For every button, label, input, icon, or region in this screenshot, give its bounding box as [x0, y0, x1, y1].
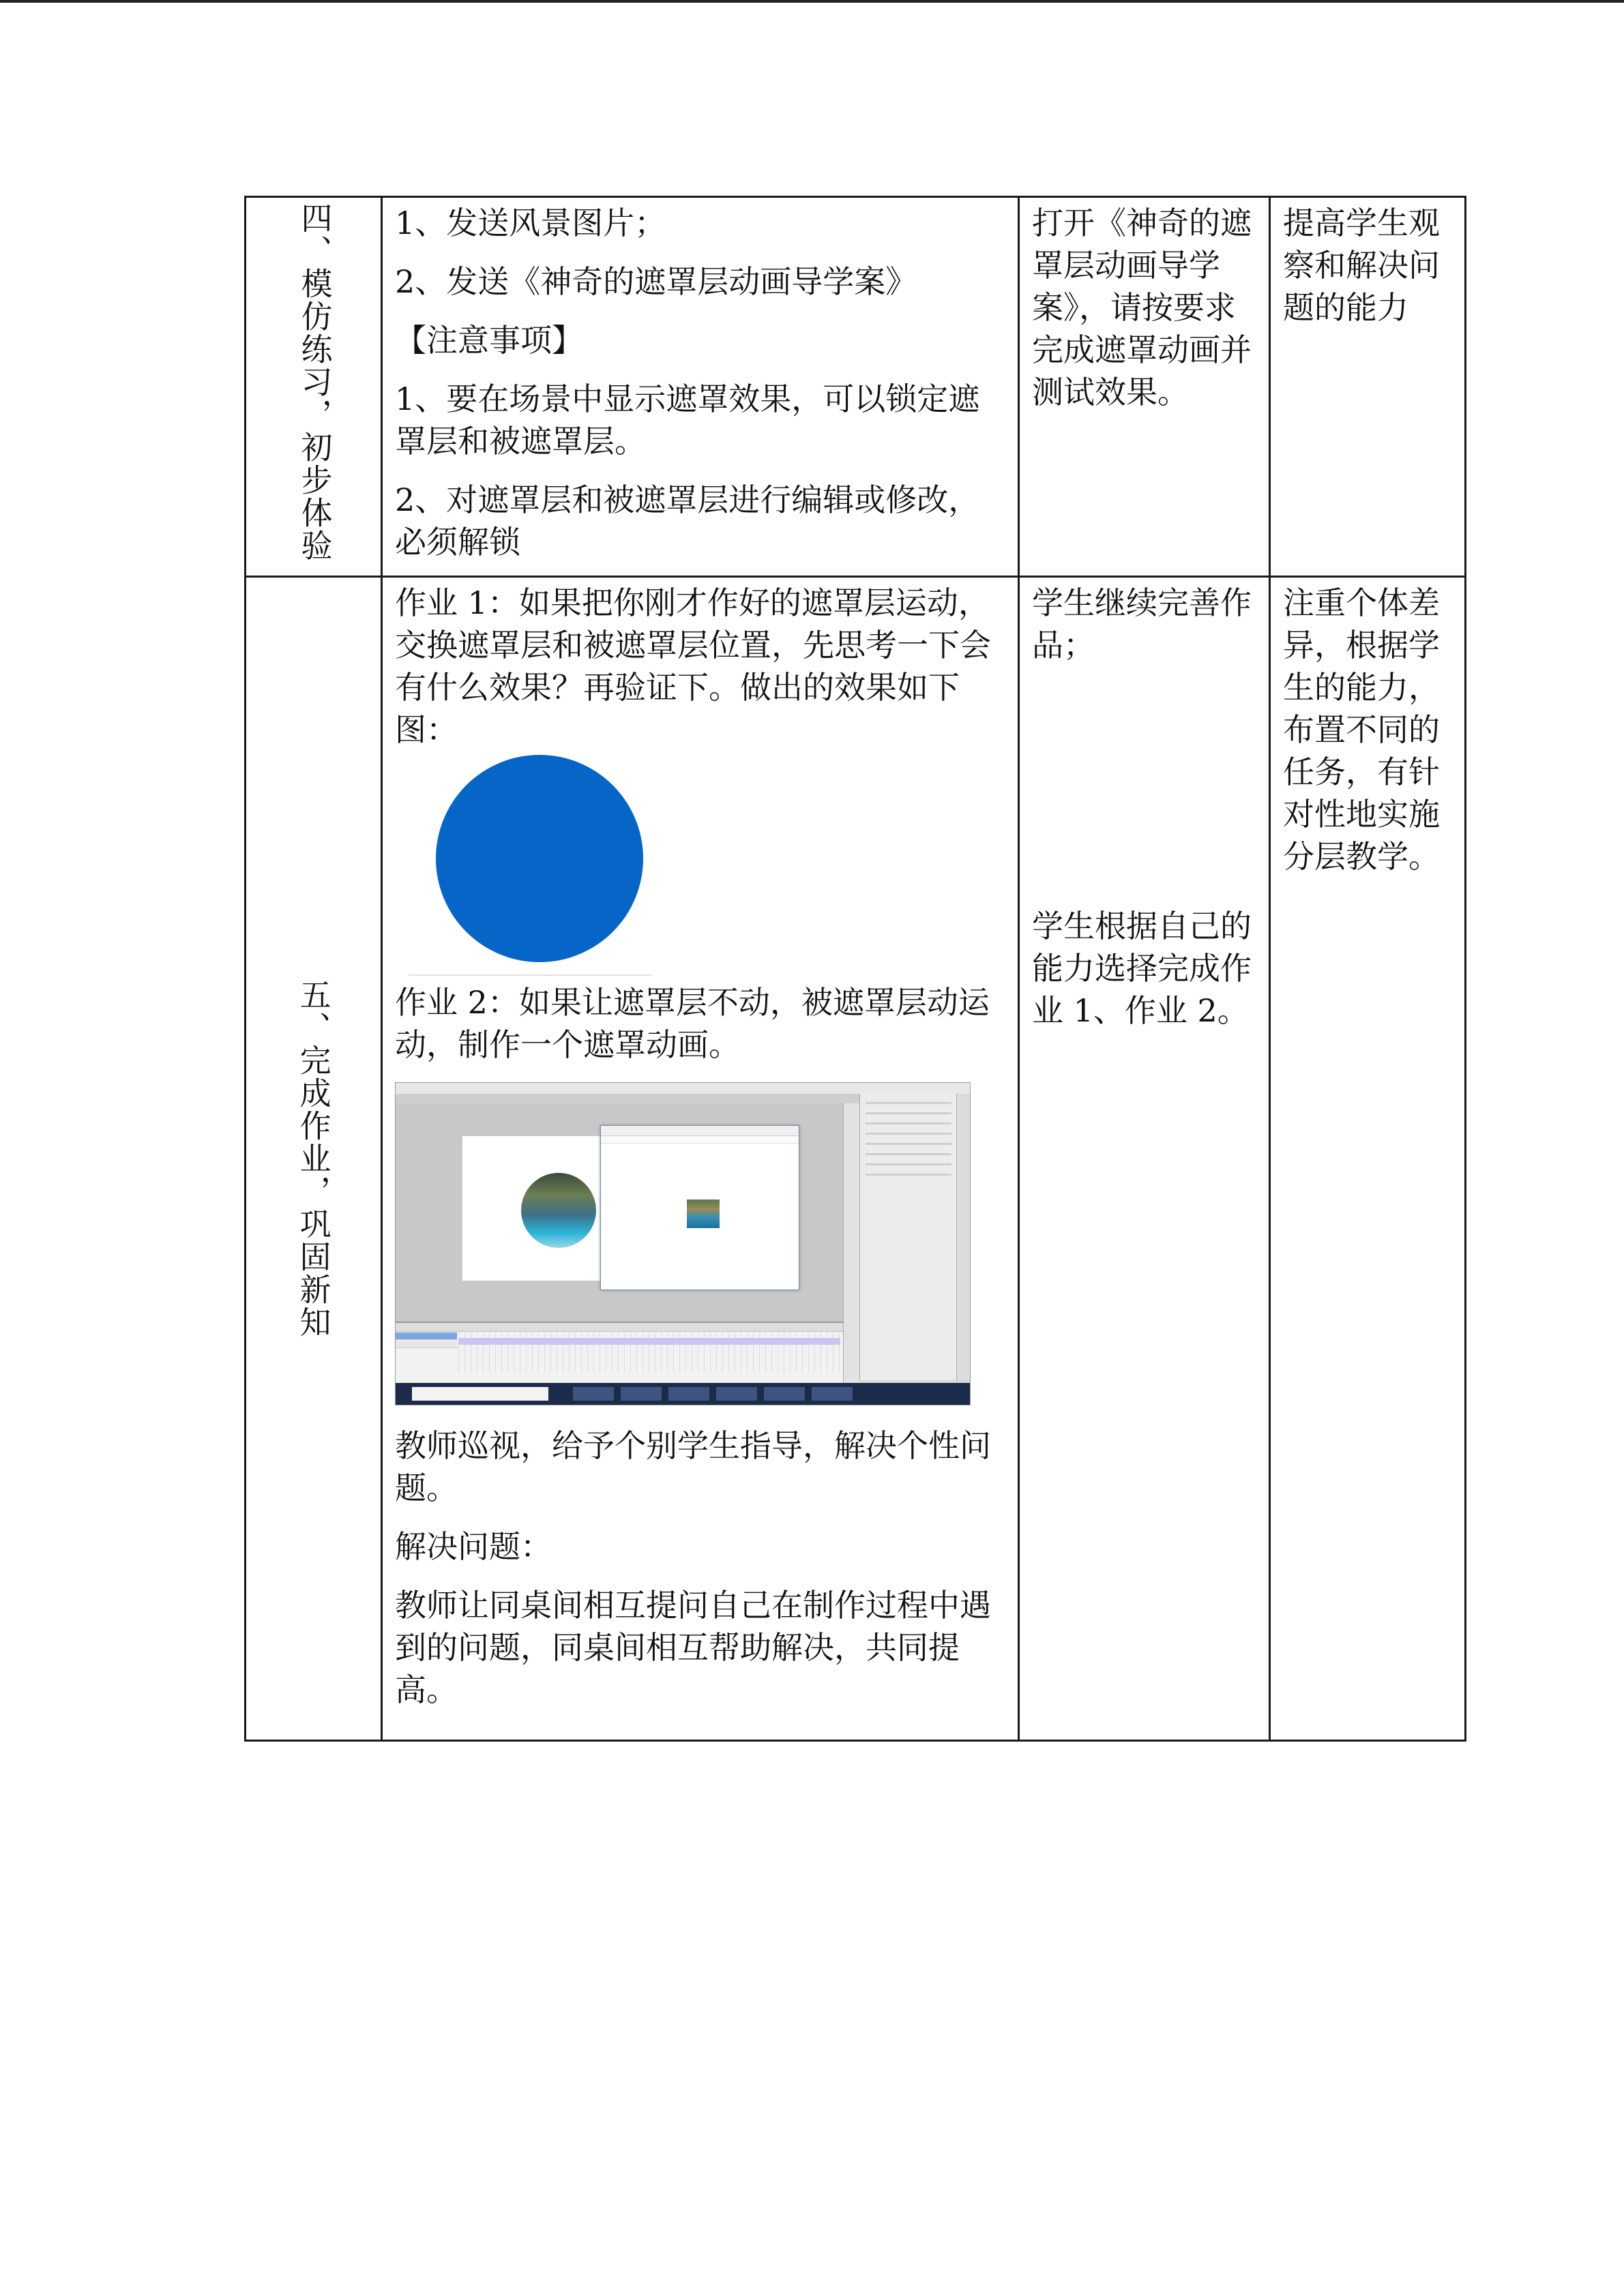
tool-strip [843, 1103, 860, 1383]
design-purpose-cell [1270, 577, 1466, 1741]
stage-label: 四、模仿练习，初步体验 [296, 202, 334, 562]
design-purpose-cell [1270, 197, 1466, 577]
taskbar-app [621, 1387, 662, 1401]
preview-window [600, 1125, 799, 1290]
top-border-rule [0, 0, 1624, 3]
taskbar-app [812, 1387, 853, 1401]
patrol-text: 教师巡视，给予个别学生指导，解决个性问题。 [395, 1427, 991, 1506]
table-row-stage-4 [246, 197, 1466, 577]
masked-landscape-circle [521, 1173, 596, 1248]
flash-software-screenshot [395, 1082, 971, 1405]
stage-cell [246, 197, 382, 577]
preview-title-bar [601, 1126, 799, 1136]
windows-taskbar [396, 1383, 970, 1405]
taskbar-app [716, 1387, 757, 1401]
blue-circle-shape [436, 755, 643, 962]
solve-text: 教师让同桌间相互提问自己在制作过程中遇到的问题，同桌间相互帮助解决，共同提高。 [395, 1587, 991, 1708]
design-purpose-text: 提高学生观察和解决问题的能力 [1283, 205, 1440, 326]
teacher-activity-cell [382, 577, 1019, 1741]
stage-label: 五、完成作业，巩固新知 [295, 979, 332, 1339]
student-activity-text: 打开《神奇的遮罩层动画导学案》，请按要求完成遮罩动画并测试效果。 [1032, 205, 1252, 411]
solve-heading: 解决问题： [395, 1528, 552, 1565]
taskbar-search-box [412, 1387, 548, 1401]
tools-panel [956, 1094, 971, 1380]
activity-item: 2、发送《神奇的遮罩层动画导学案》 [395, 263, 917, 300]
notes-heading: 【注意事项】 [395, 322, 583, 359]
timeline-tween-bar [458, 1338, 840, 1345]
student-activity-text: 学生继续完善作品； [1032, 584, 1252, 664]
table-row-stage-5 [246, 577, 1466, 1741]
timeline-layer [396, 1341, 457, 1348]
taskbar-app [573, 1387, 614, 1401]
lesson-plan-table [244, 196, 1466, 1742]
design-purpose-text: 注重个体差异，根据学生的能力，布置不同的任务，有针对性地实施分层教学。 [1283, 584, 1440, 875]
taskbar-app [764, 1387, 805, 1401]
homework-1-text: 作业 1：如果把你刚才作好的遮罩层运动，交换遮罩层和被遮罩层位置，先思考一下会有什么效果？再验证下。做出的效果如下图： [395, 584, 991, 748]
taskbar-app [668, 1387, 709, 1401]
timeline-layer [396, 1332, 457, 1340]
teacher-activity-cell [382, 197, 1019, 577]
properties-panel [859, 1094, 957, 1380]
activity-item: 1、发送风景图片； [395, 205, 666, 241]
activity-item: 1、要在场景中显示遮罩效果，可以锁定遮罩层和被遮罩层。 [395, 381, 980, 460]
timeline-frames [458, 1331, 840, 1372]
menu-bar [396, 1083, 970, 1094]
mask-effect-figure [409, 755, 651, 976]
student-activity-cell [1019, 577, 1270, 1741]
preview-menu-bar [601, 1136, 799, 1144]
student-activity-text: 学生根据自己的能力选择完成作业 1、作业 2。 [1032, 908, 1252, 1029]
timeline-panel [396, 1322, 843, 1384]
activity-item: 2、对遮罩层和被遮罩层进行编辑或修改，必须解锁 [395, 481, 980, 561]
stage-cell [246, 577, 382, 1741]
homework-2-text: 作业 2：如果让遮罩层不动，被遮罩层动运动，制作一个遮罩动画。 [395, 984, 990, 1063]
preview-landscape-thumbnail [687, 1199, 720, 1228]
student-activity-cell [1019, 197, 1270, 577]
